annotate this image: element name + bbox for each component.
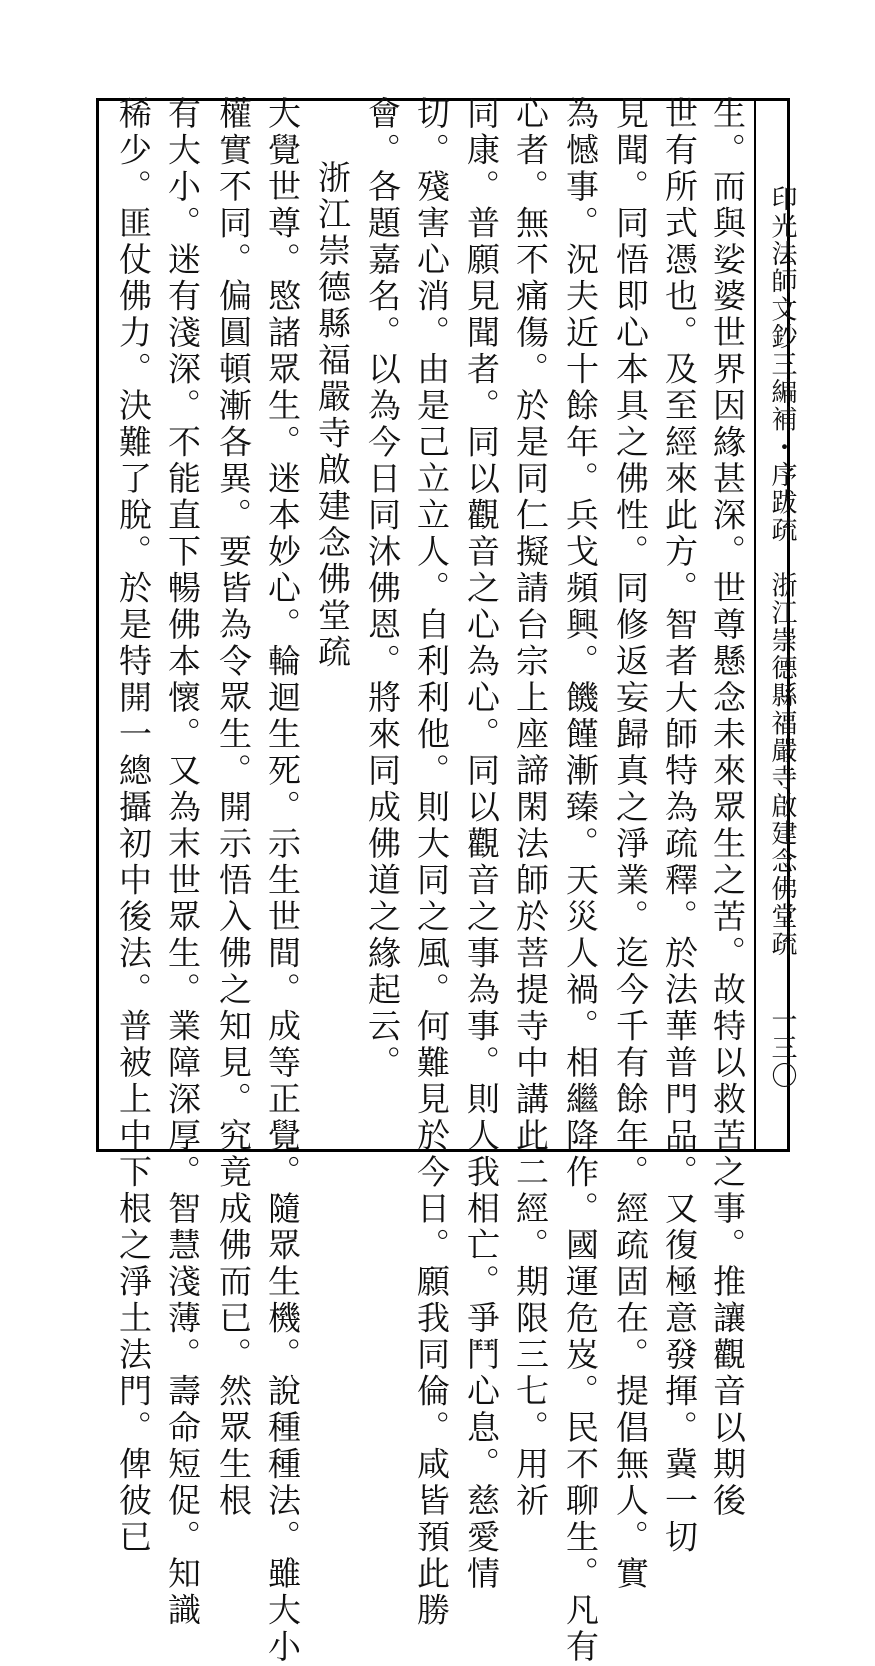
text-column-9: 大覺世尊。愍諸眾生。迷本妙心。輪迴生死。示生世間。成等正覺。隨眾生機。說種種法。雖大小 — [263, 96, 302, 1666]
running-title: 印光法師文鈔三編補・序跋疏 浙江崇德縣福嚴寺啟建念佛堂疏 — [767, 185, 797, 958]
text-column-4: 為憾事。況夫近十餘年。兵戈頻興。饑饉漸臻。天災人禍。相繼降作。國運危岌。民不聊生。凡有 — [561, 96, 600, 1666]
header-divider — [754, 98, 756, 1152]
text-column-1: 生。而與娑婆世界因緣甚深。世尊懸念未來眾生之苦。故特以救苦之事。推讓觀音以期後 — [708, 96, 747, 1520]
page-number: 一三〇 — [767, 1006, 797, 1090]
text-column-11: 有大小。迷有淺深。不能直下暢佛本懷。又為末世眾生。業障深厚。智慧淺薄。壽命短促。知識 — [163, 96, 202, 1629]
text-column-5: 心者。無不痛傷。於是同仁擬請台宗上座諦閑法師於菩提寺中講此二經。期限三七。用祈 — [511, 96, 550, 1520]
text-column-12: 稀少。匪仗佛力。決難了脫。於是特開一總攝初中後法。普被上中下根之淨土法門。俾彼已 — [114, 96, 153, 1556]
text-column-2: 世有所式憑也。及至經來此方。智者大師特為疏釋。於法華普門品。又復極意發揮。冀一切 — [660, 96, 699, 1556]
text-column-6: 同康。普願見聞者。同以觀音之心為心。同以觀音之事為事。則人我相亡。爭鬥心息。慈愛情 — [462, 96, 501, 1593]
text-column-8: 會。各題嘉名。以為今日同沐佛恩。將來同成佛道之緣起云。 — [363, 96, 402, 1082]
essay-title: 浙江崇德縣福嚴寺啟建念佛堂疏 — [313, 160, 352, 671]
text-column-10: 權實不同。偏圓頓漸各異。要皆為令眾生。開示悟入佛之知見。究竟成佛而已。然眾生根 — [214, 96, 253, 1520]
text-column-3: 見聞。同悟即心本具之佛性。同修返妄歸真之淨業。迄今千有餘年。經疏固在。提倡無人。實 — [611, 96, 650, 1593]
text-column-7: 切。殘害心消。由是己立立人。自利利他。則大同之風。何難見於今日。願我同倫。咸皆預此勝 — [412, 96, 451, 1629]
